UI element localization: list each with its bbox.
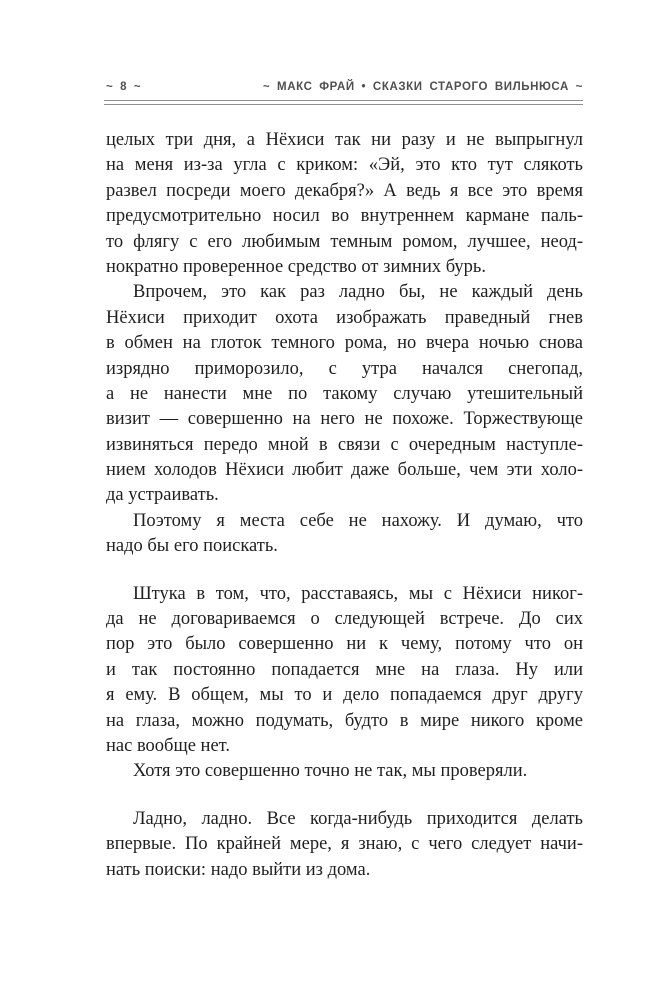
text-line: впервые. По крайней мере, я знаю, с чего следует начи- xyxy=(106,834,583,855)
text-line: нать поиски: надо выйти из дома. xyxy=(106,859,371,880)
text-line: Поэтому я места себе не нахожу. И думаю, что xyxy=(133,510,583,531)
text-line: извиняться передо мной в связи с очередным наступле- xyxy=(106,434,583,455)
page-header xyxy=(106,81,583,93)
section-break xyxy=(106,560,583,582)
text-line: целых три дня, а Нёхиси так ни разу и не выпрыгнул xyxy=(106,130,583,150)
text-line: нием холодов Нёхиси любит даже больше, чем эти холо- xyxy=(106,460,583,481)
paragraph xyxy=(106,280,583,509)
header-rule xyxy=(104,100,583,105)
text-line: развел посреди моего декабря?» А ведь я все это время xyxy=(106,180,583,201)
text-line: на глаза, можно подумать, будто в мире никого кроме xyxy=(106,710,583,731)
text-line: я ему. В общем, мы то и дело попадаемся друг другу xyxy=(106,685,583,706)
text-line: надо бы его поискать. xyxy=(106,536,278,557)
paragraph xyxy=(106,807,583,883)
paragraph xyxy=(106,759,583,784)
page-number: ~ 8 ~ xyxy=(106,81,142,93)
text-line: изрядно приморозило, с утра начался снегопад, xyxy=(106,358,583,379)
text-line: Впрочем, это как раз ладно бы, не каждый день xyxy=(133,282,583,303)
text-line: Нёхиси приходит охота изображать праведный гнев xyxy=(106,307,583,328)
section-break xyxy=(106,785,583,807)
paragraph xyxy=(106,509,583,560)
paragraph xyxy=(106,128,583,280)
text-line: Штука в том, что, расставаясь, мы с Нёхиси никог- xyxy=(133,583,583,604)
running-title: ~ МАКС ФРАЙ • СКАЗКИ СТАРОГО ВИЛЬНЮСА ~ xyxy=(262,81,583,93)
text-column xyxy=(106,128,583,883)
text-line: на меня из-за угла с криком: «Эй, это кто тут слякоть xyxy=(106,155,583,176)
text-line: и так постоянно попадается мне на глаза. Ну или xyxy=(106,659,583,680)
text-line: пор это было совершенно ни к чему, потому что он xyxy=(106,634,583,655)
text-line: нас вообще нет. xyxy=(106,735,230,756)
text-line: в обмен на глоток темного рома, но вчера ночью снова xyxy=(106,333,583,354)
text-line: нократно проверенное средство от зимних бурь. xyxy=(106,256,486,277)
text-line: предусмотрительно носил во внутреннем кармане паль- xyxy=(106,206,583,227)
text-line: визит — совершенно на него не похоже. Торжествующе xyxy=(106,409,583,430)
text-line: да не договариваемся о следующей встрече. До сих xyxy=(106,609,583,630)
text-line: то флягу с его любимым темным ромом, лучшее, неод- xyxy=(106,231,583,252)
paragraph xyxy=(106,582,583,760)
text-line: Ладно, ладно. Все когда-нибудь приходится делать xyxy=(133,808,583,829)
text-line: да устраивать. xyxy=(106,485,219,506)
text-line: Хотя это совершенно точно не так, мы проверяли. xyxy=(133,761,528,782)
text-line: а не нанести мне по такому случаю утешительный xyxy=(106,383,583,404)
